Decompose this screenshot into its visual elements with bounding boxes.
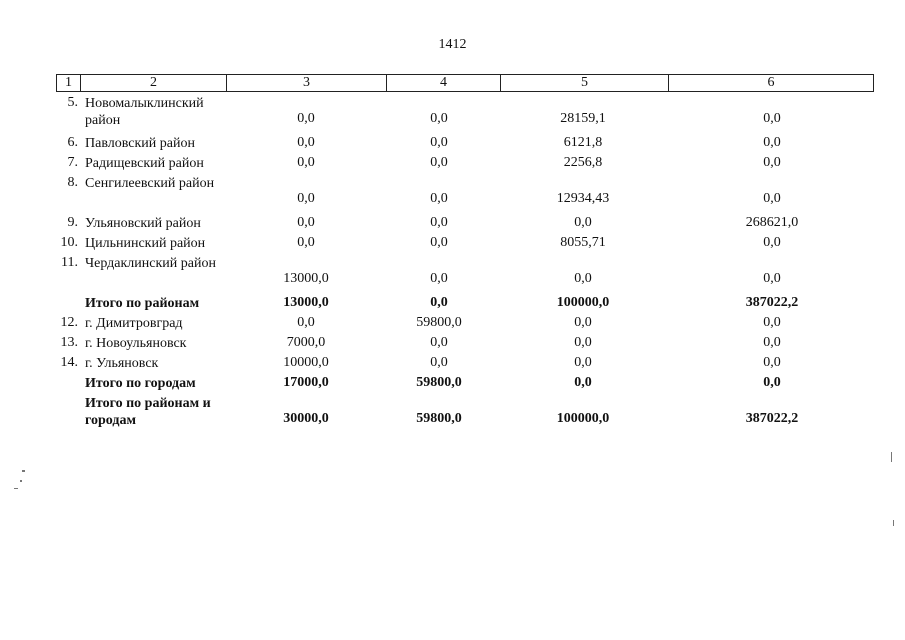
scan-speck	[14, 488, 18, 489]
row-number: 13.	[60, 335, 78, 350]
cell-col-3: 0,0	[297, 135, 315, 150]
cell-col-5: 0,0	[574, 375, 592, 390]
cell-col-5: 0,0	[574, 271, 592, 286]
row-number: 6.	[67, 135, 78, 150]
header-col-6: 6	[767, 75, 775, 90]
cell-col-4: 0,0	[430, 271, 448, 286]
cell-col-5: 0,0	[574, 355, 592, 370]
row-name: Итого по районам и городам	[85, 396, 211, 428]
cell-col-4: 0,0	[430, 335, 448, 350]
row-name: г. Новоульяновск	[85, 336, 187, 351]
cell-col-5: 6121,8	[563, 135, 603, 150]
cell-col-5: 0,0	[574, 335, 592, 350]
row-name: г. Димитровград	[85, 316, 183, 331]
table-row	[56, 174, 874, 214]
cell-col-6: 0,0	[763, 271, 781, 286]
table-row	[56, 314, 874, 334]
row-number: 14.	[60, 355, 78, 370]
table-row	[56, 334, 874, 354]
row-number: 9.	[67, 215, 78, 230]
row-name: Цильнинский район	[85, 236, 206, 251]
header-col-1: 1	[57, 75, 81, 91]
row-name: Павловский район	[85, 136, 195, 151]
scan-speck	[893, 520, 894, 526]
cell-col-6: 0,0	[763, 111, 781, 126]
cell-col-4: 0,0	[430, 135, 448, 150]
cell-col-5: 100000,0	[556, 411, 610, 426]
row-number: 7.	[67, 155, 78, 170]
cell-col-4: 0,0	[430, 155, 448, 170]
cell-col-5: 2256,8	[563, 155, 603, 170]
cell-col-3: 30000,0	[283, 411, 329, 426]
row-name: Чердаклинский район	[85, 256, 216, 271]
header-col-3: 3	[227, 75, 387, 91]
cell-col-3: 17000,0	[283, 375, 329, 390]
cell-col-3: 13000,0	[283, 295, 329, 310]
table-header	[56, 74, 874, 92]
scan-speck	[891, 452, 892, 462]
table-row	[56, 134, 874, 154]
cell-col-6: 0,0	[763, 235, 781, 250]
table-row	[56, 354, 874, 374]
cell-col-3: 0,0	[297, 315, 315, 330]
page-number: 1412	[438, 37, 467, 52]
cell-col-6: 0,0	[763, 191, 781, 206]
cell-col-6: 387022,2	[745, 411, 799, 426]
grand-total-row	[56, 394, 874, 434]
cell-col-6: 0,0	[763, 135, 781, 150]
cell-col-5: 0,0	[574, 315, 592, 330]
row-number: 5.	[67, 95, 78, 110]
row-name: г. Ульяновск	[85, 356, 159, 371]
cell-col-3: 0,0	[297, 111, 315, 126]
row-number: 10.	[60, 235, 78, 250]
cell-col-4: 0,0	[430, 295, 448, 310]
row-name: Итого по городам	[85, 376, 196, 391]
cell-col-3: 0,0	[297, 191, 315, 206]
cell-col-4: 0,0	[430, 355, 448, 370]
row-name: Ульяновский район	[85, 216, 201, 231]
cell-col-4: 0,0	[430, 215, 448, 230]
row-name: Радищевский район	[85, 156, 204, 171]
row-number: 12.	[60, 315, 78, 330]
cell-col-4: 59800,0	[416, 411, 462, 426]
table-row	[56, 254, 874, 294]
cell-col-3: 0,0	[297, 155, 315, 170]
header-col-4: 4	[387, 75, 501, 91]
row-number: 11.	[61, 255, 78, 270]
cell-col-5: 0,0	[574, 215, 592, 230]
cell-col-4: 0,0	[430, 235, 448, 250]
cell-col-6: 387022,2	[745, 295, 799, 310]
subtotal-row-cities	[56, 374, 874, 394]
cell-col-4: 0,0	[430, 191, 448, 206]
cell-col-3: 10000,0	[283, 355, 329, 370]
row-number: 8.	[67, 175, 78, 190]
cell-col-3: 0,0	[297, 215, 315, 230]
cell-col-4: 0,0	[430, 111, 448, 126]
scan-speck	[22, 470, 25, 472]
cell-col-6: 268621,0	[745, 215, 799, 230]
cell-col-6: 0,0	[763, 355, 781, 370]
table-row	[56, 234, 874, 254]
cell-col-5: 28159,1	[560, 111, 606, 126]
header-col-5: 5	[501, 75, 669, 91]
cell-col-5: 8055,71	[560, 235, 606, 250]
cell-col-3: 0,0	[297, 235, 315, 250]
table-row	[56, 154, 874, 174]
table-body	[56, 94, 874, 434]
cell-col-4: 59800,0	[416, 315, 462, 330]
cell-col-6: 0,0	[763, 315, 781, 330]
cell-col-6: 0,0	[763, 375, 781, 390]
cell-col-6: 0,0	[763, 155, 781, 170]
table-row	[56, 94, 874, 134]
cell-col-3: 7000,0	[286, 335, 326, 350]
row-name: Итого по районам	[85, 296, 200, 311]
cell-col-5: 12934,43	[556, 191, 610, 206]
cell-col-6: 0,0	[763, 335, 781, 350]
cell-col-3: 13000,0	[283, 271, 329, 286]
row-name: Сенгилеевский район	[85, 176, 215, 191]
scan-speck	[20, 480, 22, 482]
subtotal-row-districts	[56, 294, 874, 314]
table-row	[56, 214, 874, 234]
header-col-2: 2	[81, 75, 227, 91]
cell-col-5: 100000,0	[556, 295, 610, 310]
row-name: Новомалыклинский район	[85, 96, 204, 128]
cell-col-4: 59800,0	[416, 375, 462, 390]
